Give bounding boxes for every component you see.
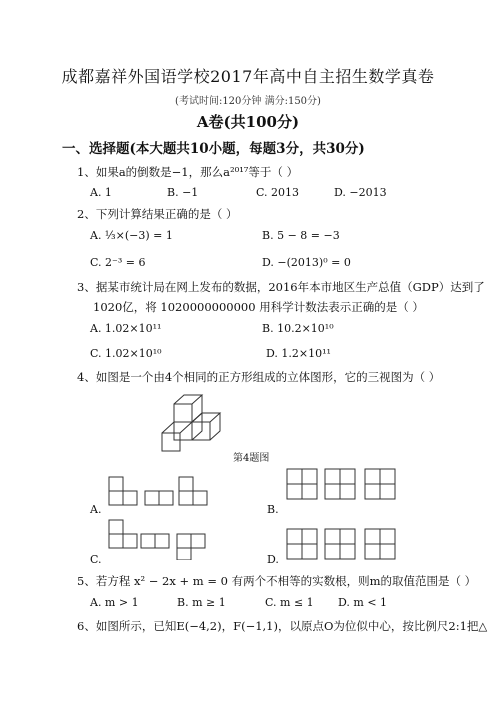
question-1-option-d: D. −2013	[334, 186, 387, 199]
option-b-views	[285, 467, 405, 503]
option-a-views	[107, 475, 217, 511]
question-1-option-c: C. 2013	[256, 186, 300, 199]
option-c-views	[107, 518, 217, 560]
question-2-option-d: D. −(2013)⁰ = 0	[262, 256, 351, 269]
question-4-stem: 4、如图是一个由4个相同的正方形组成的立体图形，它的三视图为（ ）	[77, 370, 441, 384]
part-heading: A卷(共100分)	[196, 113, 300, 131]
option-d-views	[285, 527, 405, 563]
question-4-option-d: D.	[267, 553, 279, 566]
section-heading: 一、选择题(本大题共10小题，每题3分，共30分)	[62, 141, 365, 157]
question-3-option-b: B. 10.2×10¹⁰	[262, 322, 334, 335]
question-2-option-a: A. ⅓×(−3) = 1	[90, 229, 173, 242]
question-3-option-a: A. 1.02×10¹¹	[90, 322, 162, 335]
question-5-option-a: A. m > 1	[90, 596, 139, 609]
question-5-stem: 5、若方程 x² − 2x + m = 0 有两个不相等的实数根，则m的取值范围是（ ）	[77, 574, 477, 588]
question-3-option-d: D. 1.2×10¹¹	[266, 347, 331, 360]
question-5-option-c: C. m ≤ 1	[265, 596, 314, 609]
question-4-option-a: A.	[90, 503, 102, 516]
question-2-stem: 2、下列计算结果正确的是（ ）	[77, 207, 238, 221]
cube-solid-figure	[157, 388, 247, 456]
question-5-option-b: B. m ≥ 1	[177, 596, 226, 609]
question-3-stem-line2: 1020亿，将 1020000000000 用科学计数法表示正确的是（ ）	[93, 300, 424, 314]
question-1-option-a: A. 1	[90, 186, 112, 199]
question-1-stem: 1、如果a的倒数是−1，那么a²⁰¹⁷等于（ ）	[77, 165, 299, 179]
question-3-stem: 3、据某市统计局在网上发布的数据，2016年本市地区生产总值（GDP）达到了	[77, 280, 485, 294]
exam-title: 成都嘉祥外国语学校2017年高中自主招生数学真卷	[61, 67, 435, 86]
figure-4-caption: 第4题图	[233, 453, 270, 464]
question-5-option-d: D. m < 1	[338, 596, 388, 609]
question-1-option-b: B. −1	[167, 186, 199, 199]
question-2-option-b: B. 5 − 8 = −3	[262, 229, 340, 242]
question-3-option-c: C. 1.02×10¹⁰	[90, 347, 162, 360]
question-6-stem: 6、如图所示，已知E(−4,2)，F(−1,1)，以原点O为位似中心，按比例尺2:1把△	[77, 619, 488, 633]
question-4-option-b: B.	[267, 503, 279, 516]
question-2-option-c: C. 2⁻³ = 6	[90, 256, 146, 269]
exam-info: (考试时间:120分钟 满分:150分)	[175, 96, 321, 107]
question-4-option-c: C.	[90, 553, 102, 566]
